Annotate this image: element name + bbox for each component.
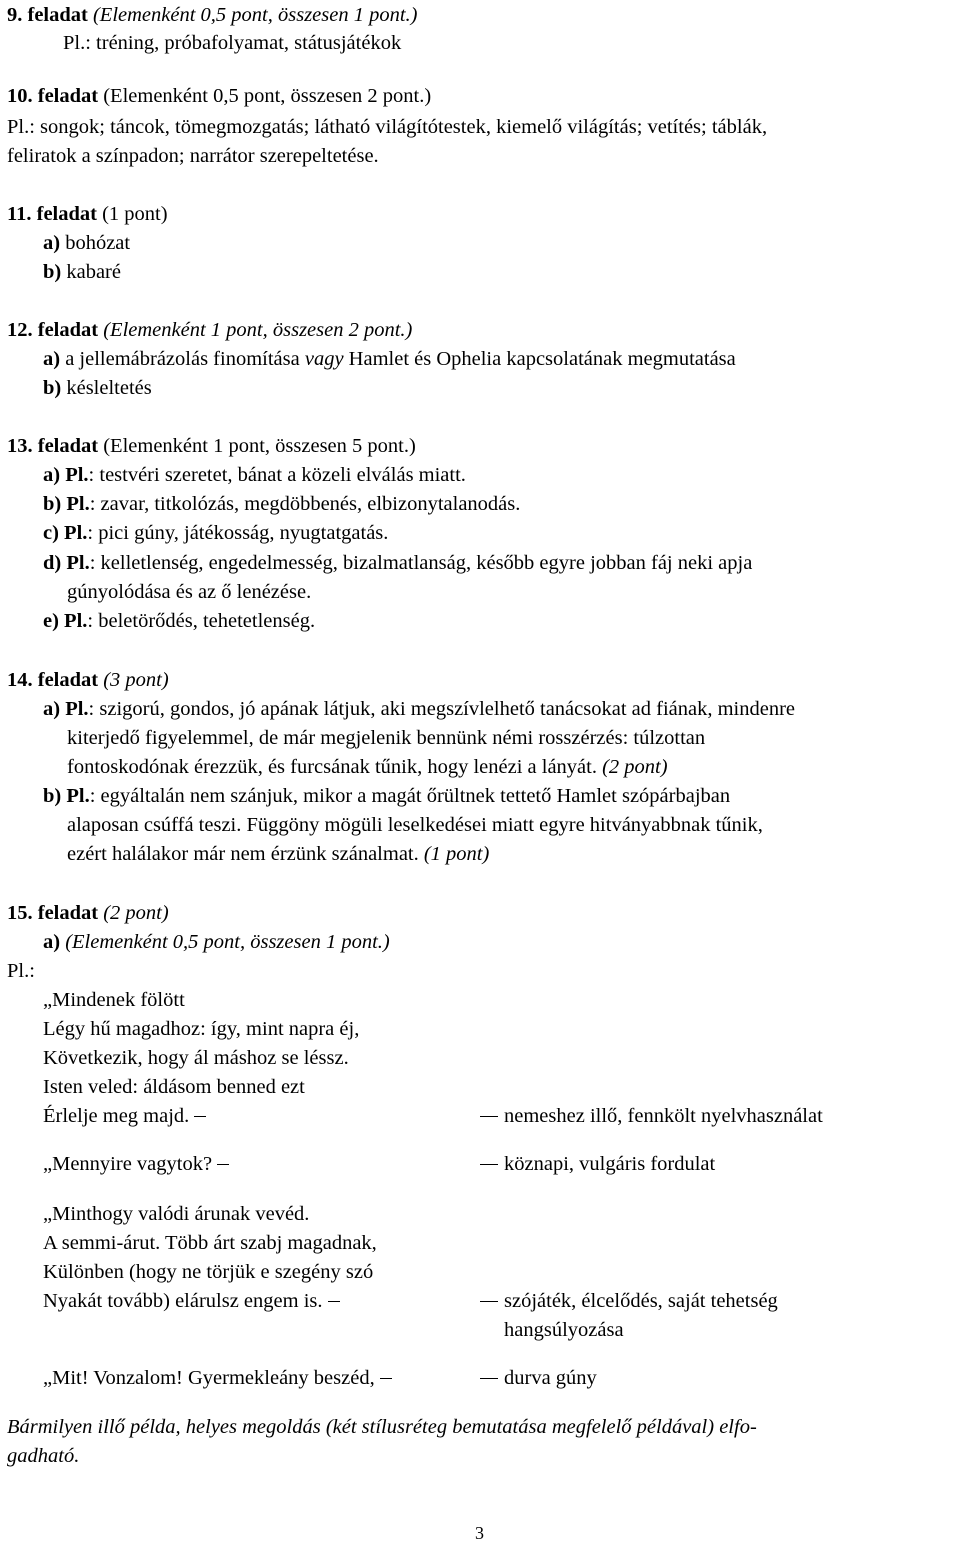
quote-1-line-5-text: Érlelje meg majd. — [43, 1105, 190, 1127]
task-11-b-label: b) — [43, 261, 62, 283]
response-2-text: köznapi, vulgáris fordulat — [504, 1153, 716, 1175]
task-14-b-text-3: ezért halálakor már nem érzünk szánalmat. — [67, 843, 419, 865]
closing-quote-mark — [217, 1164, 229, 1165]
task-13-b-label: b) Pl. — [43, 493, 90, 515]
page-number: 3 — [475, 1523, 484, 1543]
response-2 — [480, 1154, 715, 1175]
response-4 — [480, 1368, 597, 1389]
task-14-points: (3 pont) — [103, 669, 169, 691]
task-13-e-label: e) Pl. — [43, 610, 88, 632]
task-12-b — [43, 378, 152, 399]
note-line-2: gadható. — [7, 1445, 80, 1467]
task-14-a-label: a) Pl. — [43, 698, 89, 720]
note-line-1: Bármilyen illő példa, helyes megoldás (két stílusréteg bemutatása megfelelő példával) elfo- — [7, 1416, 757, 1438]
task-9-number: 9. feladat — [7, 4, 88, 26]
response-1 — [480, 1106, 823, 1127]
task-14-number: 14. feladat — [7, 669, 99, 691]
task-14-a-text-3: fontoskodónak érezzük, és furcsának tűnik, hogy lenézi a lányát. — [67, 756, 597, 778]
task-13-b-text: : zavar, titkolózás, megdöbbenés, elbizonytalanodás. — [89, 493, 521, 515]
task-9-text: : tréning, próbafolyamat, státusjátékok — [85, 32, 402, 54]
task-12-points: (Elemenként 1 pont, összesen 2 pont.) — [103, 319, 413, 341]
task-12-a-pre: a jellemábrázolás finomítása — [65, 348, 300, 370]
task-10-heading — [7, 86, 431, 107]
task-13-c — [43, 523, 388, 544]
quote-4 — [43, 1368, 392, 1389]
quote-3-line-4-text: Nyakát tovább) elárulsz engem is. — [43, 1290, 323, 1312]
task-11-number: 11. feladat — [7, 203, 97, 225]
task-10-line-2: feliratok a színpadon; narrátor szerepeltetése. — [7, 145, 379, 167]
task-15-a-points: (Elemenként 0,5 pont, összesen 1 pont.) — [65, 931, 390, 953]
closing-quote-mark — [328, 1301, 340, 1302]
task-10-line-1 — [7, 117, 767, 138]
quote-1-line-2: Légy hű magadhoz: így, mint napra éj, — [43, 1018, 360, 1040]
task-15-points: (2 pont) — [103, 902, 169, 924]
dash-icon — [480, 1164, 498, 1165]
quote-3-line-3: Különben (hogy ne törjük e szegény szó — [43, 1261, 374, 1283]
response-4-text: durva gúny — [504, 1367, 597, 1389]
task-15-a — [43, 932, 390, 953]
task-14-heading — [7, 670, 169, 691]
task-14-b-text-1: : egyáltalán nem szánjuk, mikor a magát őrültnek tettető Hamlet szópárbajban — [89, 785, 731, 807]
task-14-b-line-2: alaposan csúffá teszi. Függöny mögüli leselkedései miatt egyre hitványabbnak tűnik, — [67, 814, 763, 836]
closing-quote-mark — [194, 1116, 206, 1117]
quote-3-line-2: A semmi-árut. Több árt szabj magadnak, — [43, 1232, 377, 1254]
task-12-heading — [7, 320, 412, 341]
response-3-line-2: hangsúlyozása — [504, 1319, 624, 1341]
response-3-text: szójáték, élcelődés, saját tehetség — [504, 1290, 778, 1312]
quote-2-text: „Mennyire vagytok? — [43, 1153, 213, 1175]
task-13-number: 13. feladat — [7, 435, 99, 457]
task-10-text-1: : songok; táncok, tömegmozgatás; látható világítótestek, kiemelő világítás; vetítés; táblák, — [29, 116, 768, 138]
task-9-example — [63, 33, 401, 54]
task-14-a-text-1: : szigorú, gondos, jó apának látjuk, aki megszívlelhető tanácsokat ad fiának, mindenre — [88, 698, 796, 720]
task-14-a — [43, 699, 795, 720]
task-12-a — [43, 349, 736, 370]
task-9-heading — [7, 5, 418, 26]
quote-3-line-1: „Minthogy valódi árunak vevéd. — [43, 1203, 310, 1225]
task-14-b-points: (1 pont) — [423, 843, 490, 865]
task-14-b — [43, 786, 730, 807]
task-15-pl: Pl.: — [7, 960, 35, 982]
task-12-a-label: a) — [43, 348, 61, 370]
task-12-number: 12. feladat — [7, 319, 99, 341]
task-11-points: (1 pont) — [102, 203, 168, 225]
task-13-points: (Elemenként 1 pont, összesen 5 pont.) — [103, 435, 416, 457]
response-3 — [480, 1291, 778, 1312]
task-10-points: (Elemenként 0,5 pont, összesen 2 pont.) — [103, 85, 432, 107]
task-13-d-label: d) Pl. — [43, 552, 90, 574]
task-11-b — [43, 262, 121, 283]
task-14-b-label: b) Pl. — [43, 785, 90, 807]
task-13-a-label: a) Pl. — [43, 464, 89, 486]
task-12-a-post: Hamlet és Ophelia kapcsolatának megmutatása — [348, 348, 736, 370]
task-14-b-line-3 — [67, 844, 489, 865]
task-11-a-label: a) — [43, 232, 61, 254]
quote-2 — [43, 1154, 229, 1175]
task-13-a — [43, 465, 466, 486]
task-9-pl: Pl. — [63, 32, 86, 54]
task-13-c-label: c) Pl. — [43, 522, 88, 544]
task-13-e-text: : beletörődés, tehetetlenség. — [87, 610, 316, 632]
task-11-heading — [7, 204, 168, 225]
task-13-d-text-1: : kelletlenség, engedelmesség, bizalmatlanság, később egyre jobban fáj neki apja — [89, 552, 753, 574]
dash-icon — [480, 1378, 498, 1379]
task-12-b-label: b) — [43, 377, 62, 399]
task-13-heading — [7, 436, 416, 457]
task-13-e — [43, 611, 315, 632]
quote-1-line-1: „Mindenek fölött — [43, 989, 185, 1011]
quote-3-line-4 — [43, 1291, 340, 1312]
task-15-number: 15. feladat — [7, 902, 99, 924]
task-15-a-label: a) — [43, 931, 61, 953]
quote-1-line-4: Isten veled: áldásom benned ezt — [43, 1076, 305, 1098]
task-11-a — [43, 233, 130, 254]
task-10-number: 10. feladat — [7, 85, 99, 107]
quote-1-line-3: Következik, hogy ál máshoz se léssz. — [43, 1047, 349, 1069]
task-14-a-line-3 — [67, 757, 668, 778]
task-11-a-text: bohózat — [65, 232, 131, 254]
quote-1-line-5 — [43, 1106, 206, 1127]
task-13-c-text: : pici gúny, játékosság, nyugtatgatás. — [87, 522, 389, 544]
closing-quote-mark — [380, 1378, 392, 1379]
task-13-a-text: : testvéri szeretet, bánat a közeli elválás miatt. — [88, 464, 466, 486]
task-9-points: (Elemenként 0,5 pont, összesen 1 pont.) — [92, 4, 418, 26]
response-1-text: nemeshez illő, fennkölt nyelvhasználat — [504, 1105, 823, 1127]
task-11-b-text: kabaré — [66, 261, 121, 283]
task-12-a-vagy: vagy — [304, 348, 344, 370]
task-12-b-text: késleltetés — [66, 377, 152, 399]
task-14-a-points: (2 pont) — [602, 756, 668, 778]
task-10-pl: Pl. — [7, 116, 30, 138]
task-15-heading — [7, 903, 169, 924]
dash-icon — [480, 1116, 498, 1117]
quote-4-text: „Mit! Vonzalom! Gyermekleány beszéd, — [43, 1367, 375, 1389]
task-13-d-line-2: gúnyolódása és az ő lenézése. — [67, 581, 312, 603]
dash-icon — [480, 1301, 498, 1302]
task-14-a-line-2: kiterjedő figyelemmel, de már megjelenik bennünk némi rosszérzés: túlzottan — [67, 727, 706, 749]
task-13-d — [43, 553, 752, 574]
task-13-b — [43, 494, 520, 515]
